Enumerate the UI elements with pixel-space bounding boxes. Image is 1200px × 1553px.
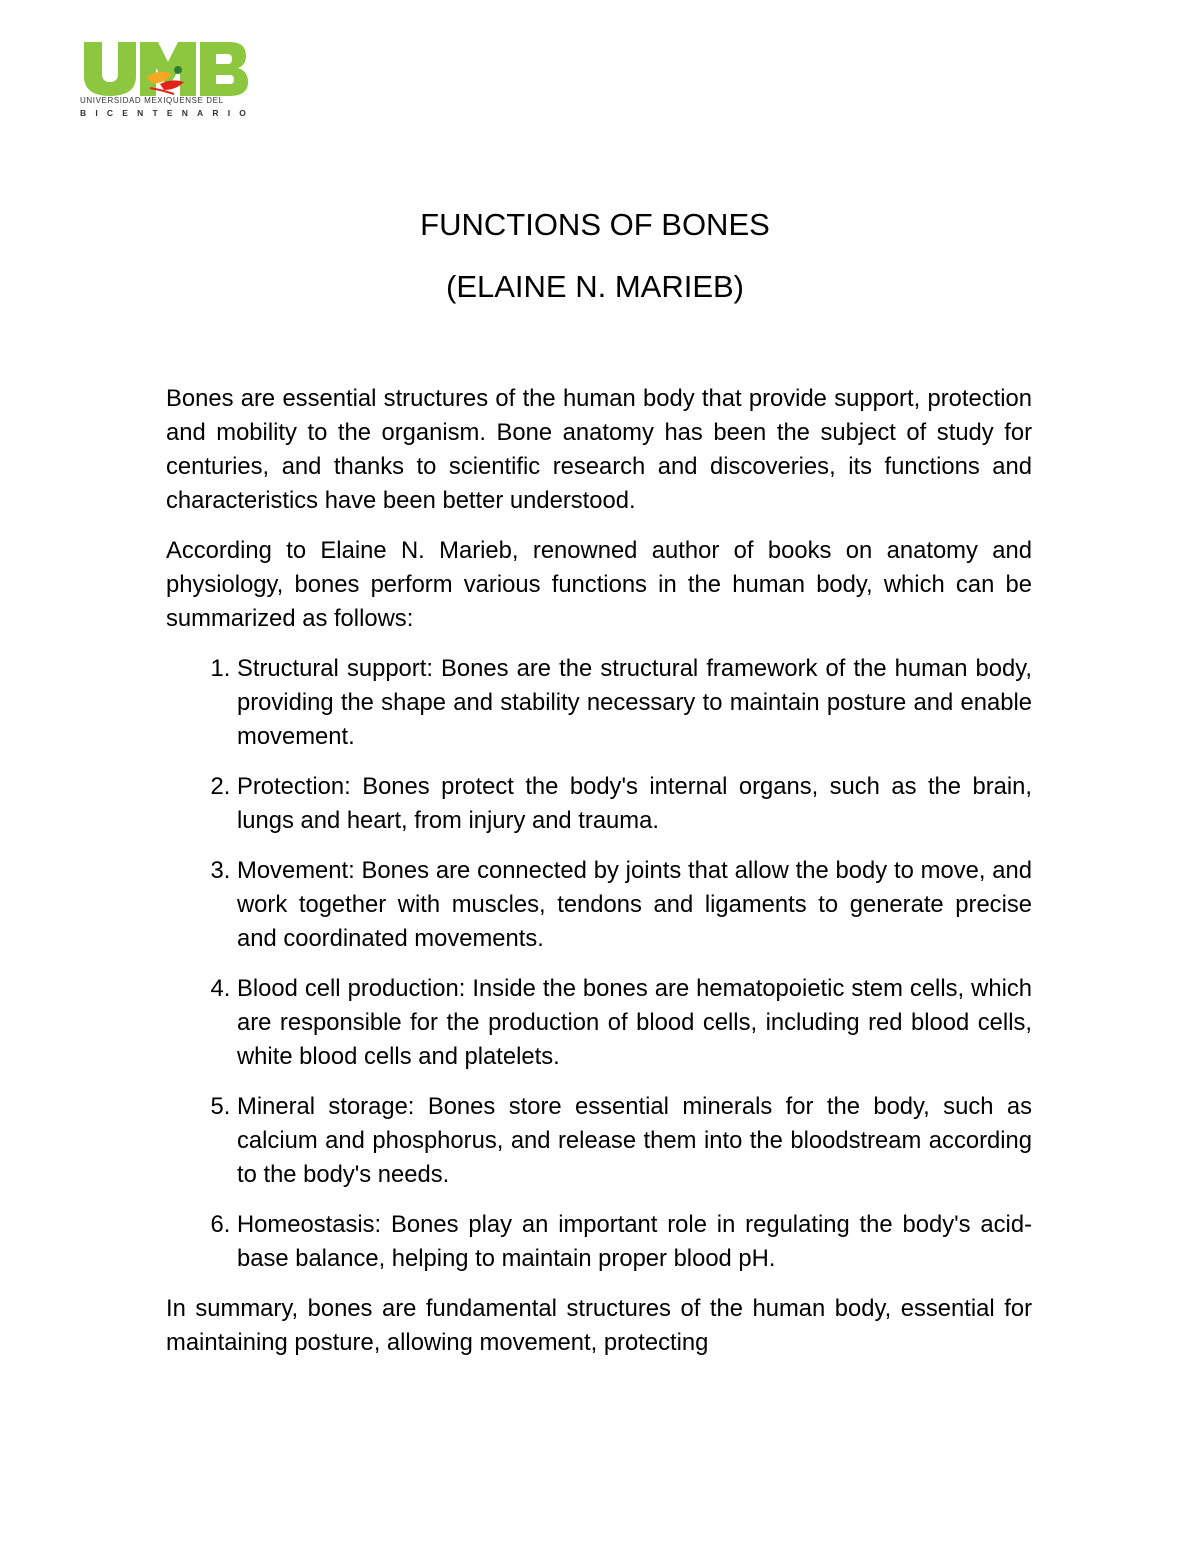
- document-title: FUNCTIONS OF BONES: [420, 207, 770, 242]
- logo-caption: [80, 96, 256, 118]
- intro-paragraph: Bones are essential structures of the human body that provide support, protection and mobility to the organism. Bone anatomy has been the subject of study for centuries, and thanks to scientific research and discoveries, its functions and characteristics have been better understood.: [166, 385, 1032, 514]
- list-item: 1. Structural support: Bones are the structural framework of the human body, providing the shape and stability necessary to maintain posture and enable movement.: [237, 652, 1032, 754]
- logo-university-name: UNIVERSIDAD MEXIQUENSE DEL: [80, 96, 224, 105]
- document-subtitle: (ELAINE N. MARIEB): [446, 269, 744, 304]
- list-item: 2. Protection: Bones protect the body's internal organs, such as the brain, lungs and heart, from injury and trauma.: [237, 770, 1032, 838]
- list-item: 3. Movement: Bones are connected by joints that allow the body to move, and work together with muscles, tendons and ligaments to generate precise and coordinated movements.: [237, 854, 1032, 956]
- list-item: 5. Mineral storage: Bones store essential minerals for the body, such as calcium and phosphorus, and release them into the bloodstream according to the body's needs.: [237, 1090, 1032, 1192]
- functions-list: [166, 652, 1032, 1276]
- logo-bicentenario: BICENTENARIO: [80, 108, 256, 118]
- list-item: 6. Homeostasis: Bones play an important role in regulating the body's acid-base balance, helping to maintain proper blood pH.: [237, 1208, 1032, 1276]
- umb-logo-mark: [80, 38, 250, 98]
- document-body: [166, 382, 1032, 1376]
- summary-paragraph: In summary, bones are fundamental structures of the human body, essential for maintaining posture, allowing movement, protecting: [166, 1295, 1032, 1356]
- list-item: 4. Blood cell production: Inside the bones are hematopoietic stem cells, which are responsible for the production of blood cells, including red blood cells, white blood cells and platelets.: [237, 972, 1032, 1074]
- lead-paragraph: According to Elaine N. Marieb, renowned author of books on anatomy and physiology, bones perform various functions in the human body, which can be summarized as follows:: [166, 537, 1032, 632]
